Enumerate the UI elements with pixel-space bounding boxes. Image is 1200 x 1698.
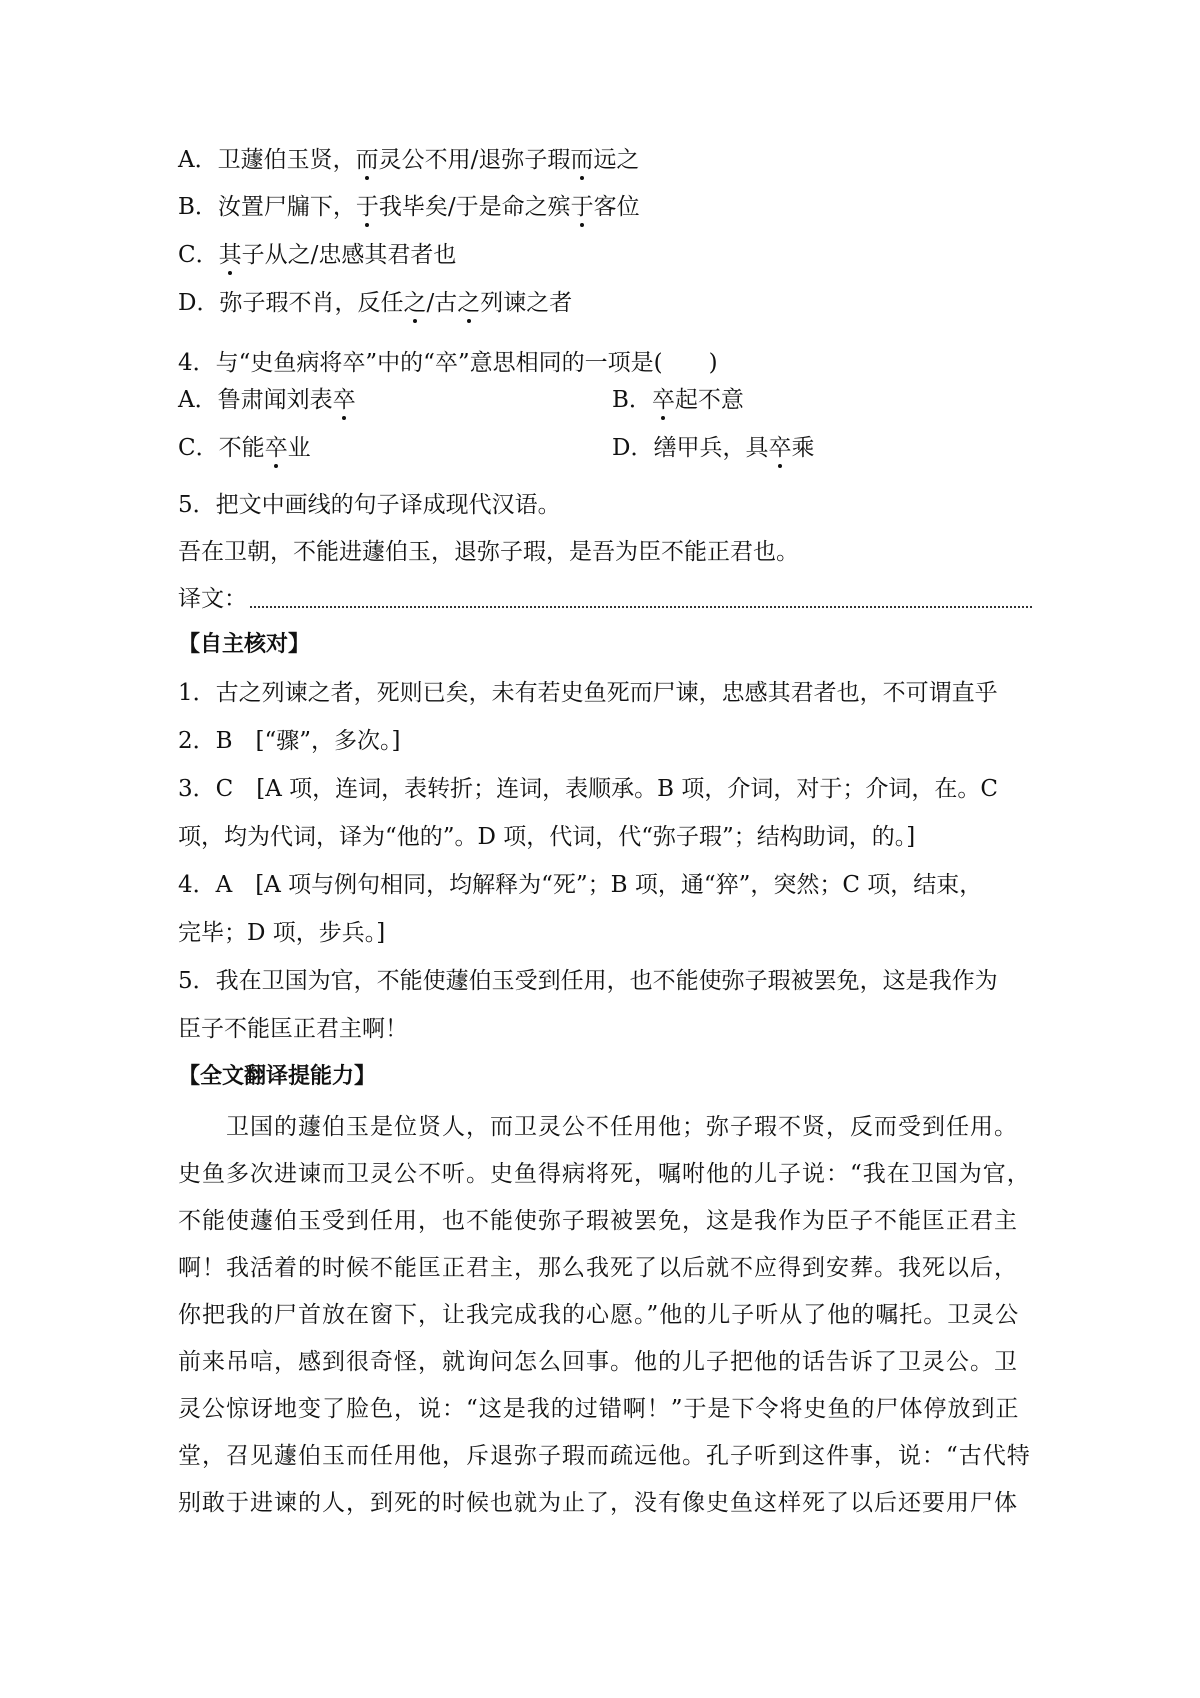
q4-option-d: D．缮甲兵，具卒乘 — [612, 435, 815, 461]
emphasis-char: 而 — [355, 147, 379, 173]
emphasis-char: 其 — [218, 242, 242, 268]
q3-option-d: D．弥子瑕不肖，反任之/古之列谏之者 — [178, 290, 573, 316]
emphasis-char: 卒 — [768, 435, 792, 461]
answer-5-line-1: 5．我在卫国为官，不能使蘧伯玉受到任用，也不能使弥子瑕被罢免，这是我作为 — [178, 968, 998, 994]
answer-4-line-1: 4．A [A 项与例句相同，均解释为“死”；B 项，通“猝”，突然；C 项，结束， — [178, 872, 983, 898]
answer-3-line-1: 3．C [A 项，连词，表转折；连词，表顺承。B 项，介词，对于；介词，在。C — [178, 776, 998, 802]
section-heading-translation: 【全文翻译提能力】 — [178, 1064, 377, 1089]
q3-option-b: B．汝置尸牖下，于我毕矣/于是命之殡于客位 — [178, 194, 640, 220]
emphasis-char: 卒 — [651, 387, 675, 413]
q4-option-c: C．不能卒业 — [178, 435, 311, 461]
answer-4-line-2: 完毕；D 项，步兵。] — [178, 920, 386, 946]
emphasis-char: 于 — [355, 194, 379, 220]
section-heading-check: 【自主核对】 — [178, 632, 311, 657]
translation-paragraph — [178, 1104, 1032, 1527]
translation-text: 卫国的蘧伯玉是位贤人，而卫灵公不任用他；弥子瑕不贤，反而受到任用。史鱼多次进谏而卫灵公不听。史鱼得病将死，嘱咐他的儿子说：“我在卫国为官，不能使蘧伯玉受到任用，也不能使弥子瑕被罢免，这是我作为臣子不能匡正君主啊！我活着的时候不能匡正君主，那么我死了以后就不应得到安葬。我死以后，你把我的尸首放在窗下，让我完成我的心愿。”他的儿子听从了他的嘱托。卫灵公前来吊唁，感到很奇怪，就询问怎么回事。他的儿子把他的话告诉了卫灵公。卫灵公惊讶地变了脸色，说：“这是我的过错啊！”于是下令将史鱼的尸体停放到正堂，召见蘧伯玉而任用他，斥退弥子瑕而疏远他。孔子听到这件事，说：“古代特别敢于进谏的人，到死的时候也就为止了，没有像史鱼这样死了以后还要用尸体 — [178, 1114, 1031, 1516]
emphasis-char: 于 — [570, 194, 594, 220]
emphasis-char: 之 — [403, 290, 427, 316]
q3-option-c: C．其子从之/忠感其君者也 — [178, 242, 457, 268]
q3-option-a: A．卫蘧伯玉贤，而灵公不用/退弥子瑕而远之 — [178, 147, 640, 173]
q4-stem: 4．与“史鱼病将卒”中的“卒”意思相同的一项是( ) — [178, 350, 718, 376]
q5-sentence: 吾在卫朝，不能进蘧伯玉，退弥子瑕，是吾为臣不能正君也。 — [178, 539, 799, 565]
answer-2: 2．B [“骤”，多次。] — [178, 728, 401, 754]
emphasis-char: 而 — [570, 147, 594, 173]
q4-option-a: A．鲁肃闻刘表卒 — [178, 387, 356, 413]
answer-1: 1．古之列谏之者，死则已矣，未有若史鱼死而尸谏，忠感其君者也，不可谓直乎 — [178, 680, 998, 706]
answer-line[interactable] — [250, 606, 1032, 608]
emphasis-char: 卒 — [264, 435, 288, 461]
q5-stem: 5．把文中画线的句子译成现代汉语。 — [178, 492, 561, 518]
emphasis-char: 卒 — [332, 387, 356, 413]
emphasis-char: 之 — [457, 290, 481, 316]
answer-5-line-2: 臣子不能匡正君主啊！ — [178, 1016, 408, 1042]
q5-answer-label: 译文： — [178, 586, 247, 612]
q4-option-b: B．卒起不意 — [612, 387, 744, 413]
answer-3-line-2: 项，均为代词，译为“他的”。D 项，代词，代“弥子瑕”；结构助词，的。] — [178, 824, 916, 850]
